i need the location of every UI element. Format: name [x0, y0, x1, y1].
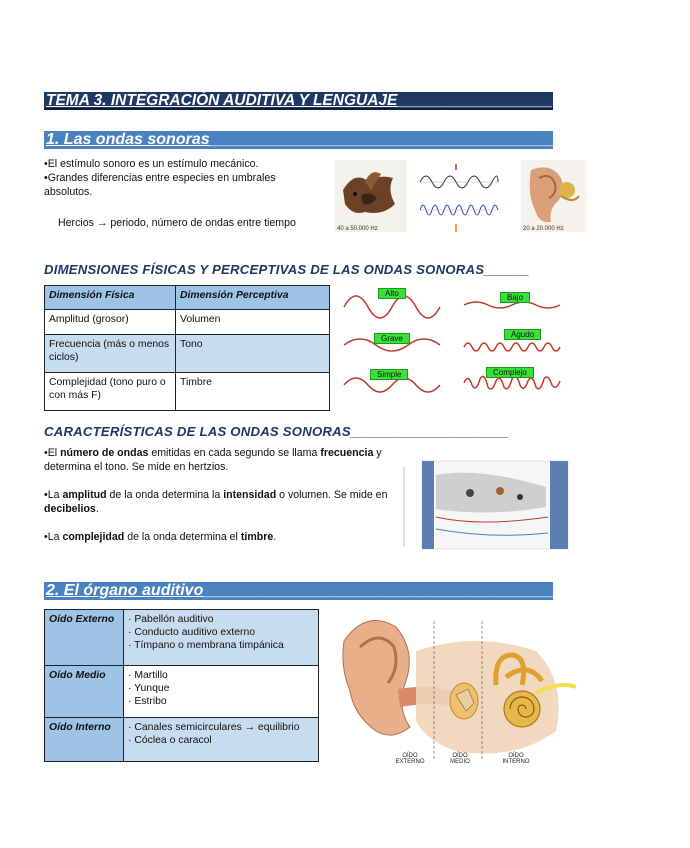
ear-label-interno: OÍDO INTERNO — [502, 753, 530, 765]
paragraph-complejidad: •La complejidad de la onda determina el timbre. — [44, 531, 277, 543]
dimensions-heading: DIMENSIONES FÍSICAS Y PERCEPTIVAS DE LAS ONDAS SONORAS______ — [44, 262, 530, 277]
section-heading-organo: 2. El órgano auditivo________________________________________________ — [46, 582, 631, 599]
dimensions-table — [44, 285, 330, 411]
ear-part-items: · Martillo · Yunque · Estribo — [124, 666, 319, 718]
ear-part-name: Oído Medio — [45, 666, 124, 718]
ear-part-name: Oído Interno — [45, 718, 124, 762]
dog-ear-image — [335, 160, 407, 232]
bullet-estimulo: •El estímulo sonoro es un estímulo mecánico. — [44, 158, 259, 170]
dog-range-label: 40 a 50.000 Hz — [337, 226, 378, 232]
wave-label-alto: Alto — [378, 288, 406, 299]
wave-label-simple: Simple — [370, 369, 408, 380]
wave-dimensions-image — [340, 283, 572, 403]
bullet-diferencias: •Grandes diferencias entre especies en umbrales absolutos. — [44, 172, 276, 198]
table-row — [45, 666, 319, 718]
wave-label-grave: Grave — [374, 333, 410, 344]
page-title: TEMA 3. INTEGRACIÓN AUDITIVA Y LENGUAJE__________________ — [46, 92, 553, 109]
col-dimension-perceptiva: Dimensión Perceptiva — [176, 286, 330, 310]
cell-perceptual: Volumen — [176, 310, 330, 335]
section-heading-ondas: 1. Las ondas sonoras______________________________________________________ — [46, 131, 690, 148]
table-header-row — [45, 286, 330, 310]
wave-label-agudo: Agudo — [504, 329, 541, 340]
ear-anatomy-image — [336, 611, 583, 771]
ear-label-medio: OÍDO MEDIO — [450, 753, 470, 765]
cell-physical: Amplitud (grosor) — [45, 310, 176, 335]
human-ear-image — [521, 160, 587, 232]
characteristics-text — [44, 446, 396, 544]
frequency-wave-image — [418, 160, 500, 236]
paragraph-frecuencia: •El número de ondas emitidas en cada segundo se llama frecuencia y determina el tono. Se mide en hertzios. — [44, 447, 382, 473]
characteristics-heading: CARACTERÍSTICAS DE LAS ONDAS SONORAS_____________________ — [44, 424, 510, 439]
ear-part-name: Oído Externo — [45, 610, 124, 666]
cell-physical: Complejidad (tono puro o con más F) — [45, 373, 176, 411]
section1-bullets — [44, 157, 324, 199]
table-row — [45, 373, 330, 411]
wave-label-bajo: Bajo — [500, 292, 530, 303]
ear-part-items: · Canales semicirculares → equilibrio · Cóclea o caracol — [124, 718, 319, 762]
col-dimension-fisica: Dimensión Física — [45, 286, 176, 310]
cell-perceptual: Timbre — [176, 373, 330, 411]
ear-label-externo: OÍDO EXTERNO — [395, 753, 425, 765]
paragraph-amplitud: •La amplitud de la onda determina la intensidad o volumen. Se mide en decibelios. — [44, 489, 388, 515]
cell-perceptual: Tono — [176, 335, 330, 373]
hearing-range-chart-image — [400, 447, 572, 559]
table-row — [45, 310, 330, 335]
table-row — [45, 718, 319, 762]
hercios-note: Hercios → periodo, número de ondas entre tiempo — [58, 217, 296, 229]
ear-part-items: · Pabellón auditivo · Conducto auditivo externo · Tímpano o membrana timpánica — [124, 610, 319, 666]
ear-parts-table — [44, 609, 319, 762]
human-range-label: 20 a 20.000 Hz — [523, 226, 564, 232]
table-row — [45, 335, 330, 373]
table-row — [45, 610, 319, 666]
cell-physical: Frecuencia (más o menos ciclos) — [45, 335, 176, 373]
wave-label-complejo: Complejo — [486, 367, 534, 378]
